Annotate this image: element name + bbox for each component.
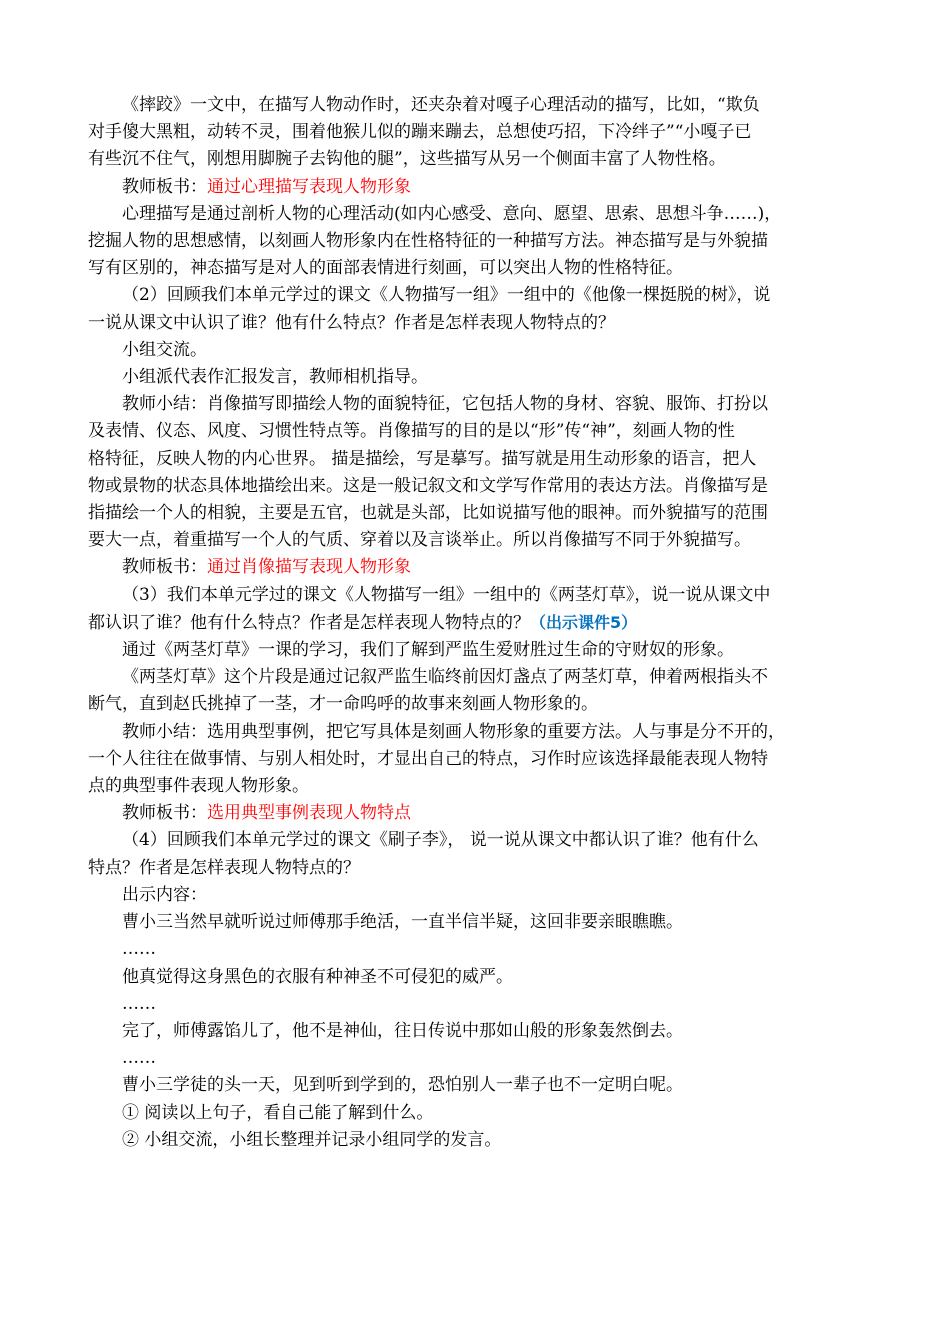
courseware-note: （出示课件5） (530, 612, 638, 632)
text-span: 都认识了谁？他有什么特点？作者是怎样表现人物特点的？ (88, 612, 530, 633)
text-line: 心理描写是通过剖析人物的心理活动(如内心感受、意向、愿望、思索、思想斗争……)， (122, 203, 782, 224)
quote-line: 完了，师傅露馅儿了，他不是神仙，往日传说中那如山般的形象轰然倒去。 (122, 1020, 683, 1041)
ellipsis-line: …… (122, 939, 156, 960)
paragraph-psychology-definition (88, 201, 862, 283)
paragraph-liangjing-story (88, 664, 862, 718)
ellipsis-line: …… (122, 1048, 156, 1069)
board-note-typical-event (88, 800, 862, 827)
board-highlight: 通过肖像描写表现人物形象 (207, 557, 411, 578)
text-line: 一个人往往在做事情、与别人相处时，才显出自己的特点，习作时应该选择最能表现人物特 (88, 748, 768, 769)
board-label: 教师板书： (122, 803, 207, 824)
board-label: 教师板书： (122, 557, 207, 578)
text-line: 写有区别的，神态描写是对人的面部表情进行刻画，可以突出人物的性格特征。 (88, 258, 683, 279)
text-line: 有些沉不住气，刚想用脚腕子去钩他的腿”，这些描写从另一个侧面丰富了人物性格。 (88, 149, 726, 170)
quote-line: 他真觉得这身黑色的衣服有种神圣不可侵犯的威严。 (122, 966, 513, 987)
text-line: 一说从课文中认识了谁？他有什么特点？作者是怎样表现人物特点的？ (88, 312, 615, 333)
text-line: （3）我们本单元学过的课文《人物描写一组》一组中的《两茎灯草》，说一说从课文中 (122, 584, 771, 605)
board-label: 教师板书： (122, 176, 207, 197)
paragraph-portrait-summary (88, 391, 862, 554)
paragraph-typical-event-summary (88, 719, 862, 801)
paragraph-group-discussion: 小组交流。 (122, 339, 207, 360)
paragraph-group-report: 小组派代表作汇报发言，教师相机指导。 (122, 367, 428, 388)
paragraph-question-4 (88, 827, 862, 881)
text-line: 格特征，反映人物的内心世界。 描是描绘，写是摹写。描写就是用生动形象的语言，把人 (88, 448, 757, 469)
paragraph-show-content: 出示内容： (122, 884, 207, 905)
text-line: 及表情、仪态、风度、习惯性特点等。肖像描写的目的是以“形”传“神”，刻画人物的性 (88, 421, 735, 442)
paragraph-shuaijiao-psychology (88, 92, 862, 174)
board-highlight: 通过心理描写表现人物形象 (207, 176, 411, 197)
text-line: 教师小结：选用典型事例，把它写具体是刻画人物形象的重要方法。人与事是分不开的， (122, 721, 785, 742)
quote-line: 曹小三当然早就听说过师傅那手绝活，一直半信半疑，这回非要亲眼瞧瞧。 (122, 912, 683, 933)
text-line: 教师小结：肖像描写即描绘人物的面貌特征，它包括人物的身材、容貌、服饰、打扮以 (122, 394, 768, 415)
paragraph-liangjing-learning: 通过《两茎灯草》一课的学习，我们了解到严监生爱财胜过生命的守财奴的形象。 (122, 640, 734, 661)
text-line: 物或景物的状态具体地描绘出来。这是一般记叙文和文学写作常用的表达方法。肖像描写是 (88, 475, 768, 496)
text-line: 特点？作者是怎样表现人物特点的？ (88, 857, 360, 878)
ellipsis-line: …… (122, 993, 156, 1014)
text-line: 断气，直到赵氏挑掉了一茎，才一命呜呼的故事来刻画人物形象的。 (88, 694, 598, 715)
text-line: 《摔跤》一文中，在描写人物动作时，还夹杂着对嘎子心理活动的描写，比如，“欺负 (122, 95, 760, 115)
text-line: （4）回顾我们本单元学过的课文《刷子李》， 说一说从课文中都认识了谁？他有什么 (122, 830, 759, 851)
paragraph-question-2 (88, 282, 862, 336)
text-line: 要大一点，着重描写一个人的气质、穿着以及言谈举止。所以肖像描写不同于外貌描写。 (88, 530, 751, 551)
text-line: 指描绘一个人的相貌，主要是五官，也就是头部，比如说描写他的眼神。而外貌描写的范围 (88, 503, 768, 524)
text-line: 《两茎灯草》这个片段是通过记叙严监生临终前因灯盏点了两茎灯草，伸着两根指头不 (122, 667, 768, 688)
text-line: 点的典型事件表现人物形象。 (88, 776, 309, 797)
text-line: （2）回顾我们本单元学过的课文《人物描写一组》一组中的《他像一棵挺脱的树》，说 (122, 285, 771, 306)
task-item-2: ② 小组交流，小组长整理并记录小组同学的发言。 (122, 1129, 502, 1150)
quote-line: 曹小三学徒的头一天，见到听到学到的，恐怕别人一辈子也不一定明白呢。 (122, 1075, 683, 1096)
task-item-1: ① 阅读以上句子，看自己能了解到什么。 (122, 1102, 434, 1123)
board-note-psychology (88, 174, 862, 201)
board-note-portrait (88, 554, 862, 581)
text-line: 挖掘人物的思想感情，以刻画人物形象内在性格特征的一种描写方法。神态描写是与外貌描 (88, 231, 768, 252)
paragraph-question-3 (88, 582, 862, 637)
text-line: 对手傻大黑粗，动转不灵，围着他猴儿似的蹦来蹦去，总想使巧招，下冷绊子”“小嘎子已 (88, 122, 752, 143)
text-line (88, 609, 862, 637)
board-highlight: 选用典型事例表现人物特点 (207, 803, 411, 824)
